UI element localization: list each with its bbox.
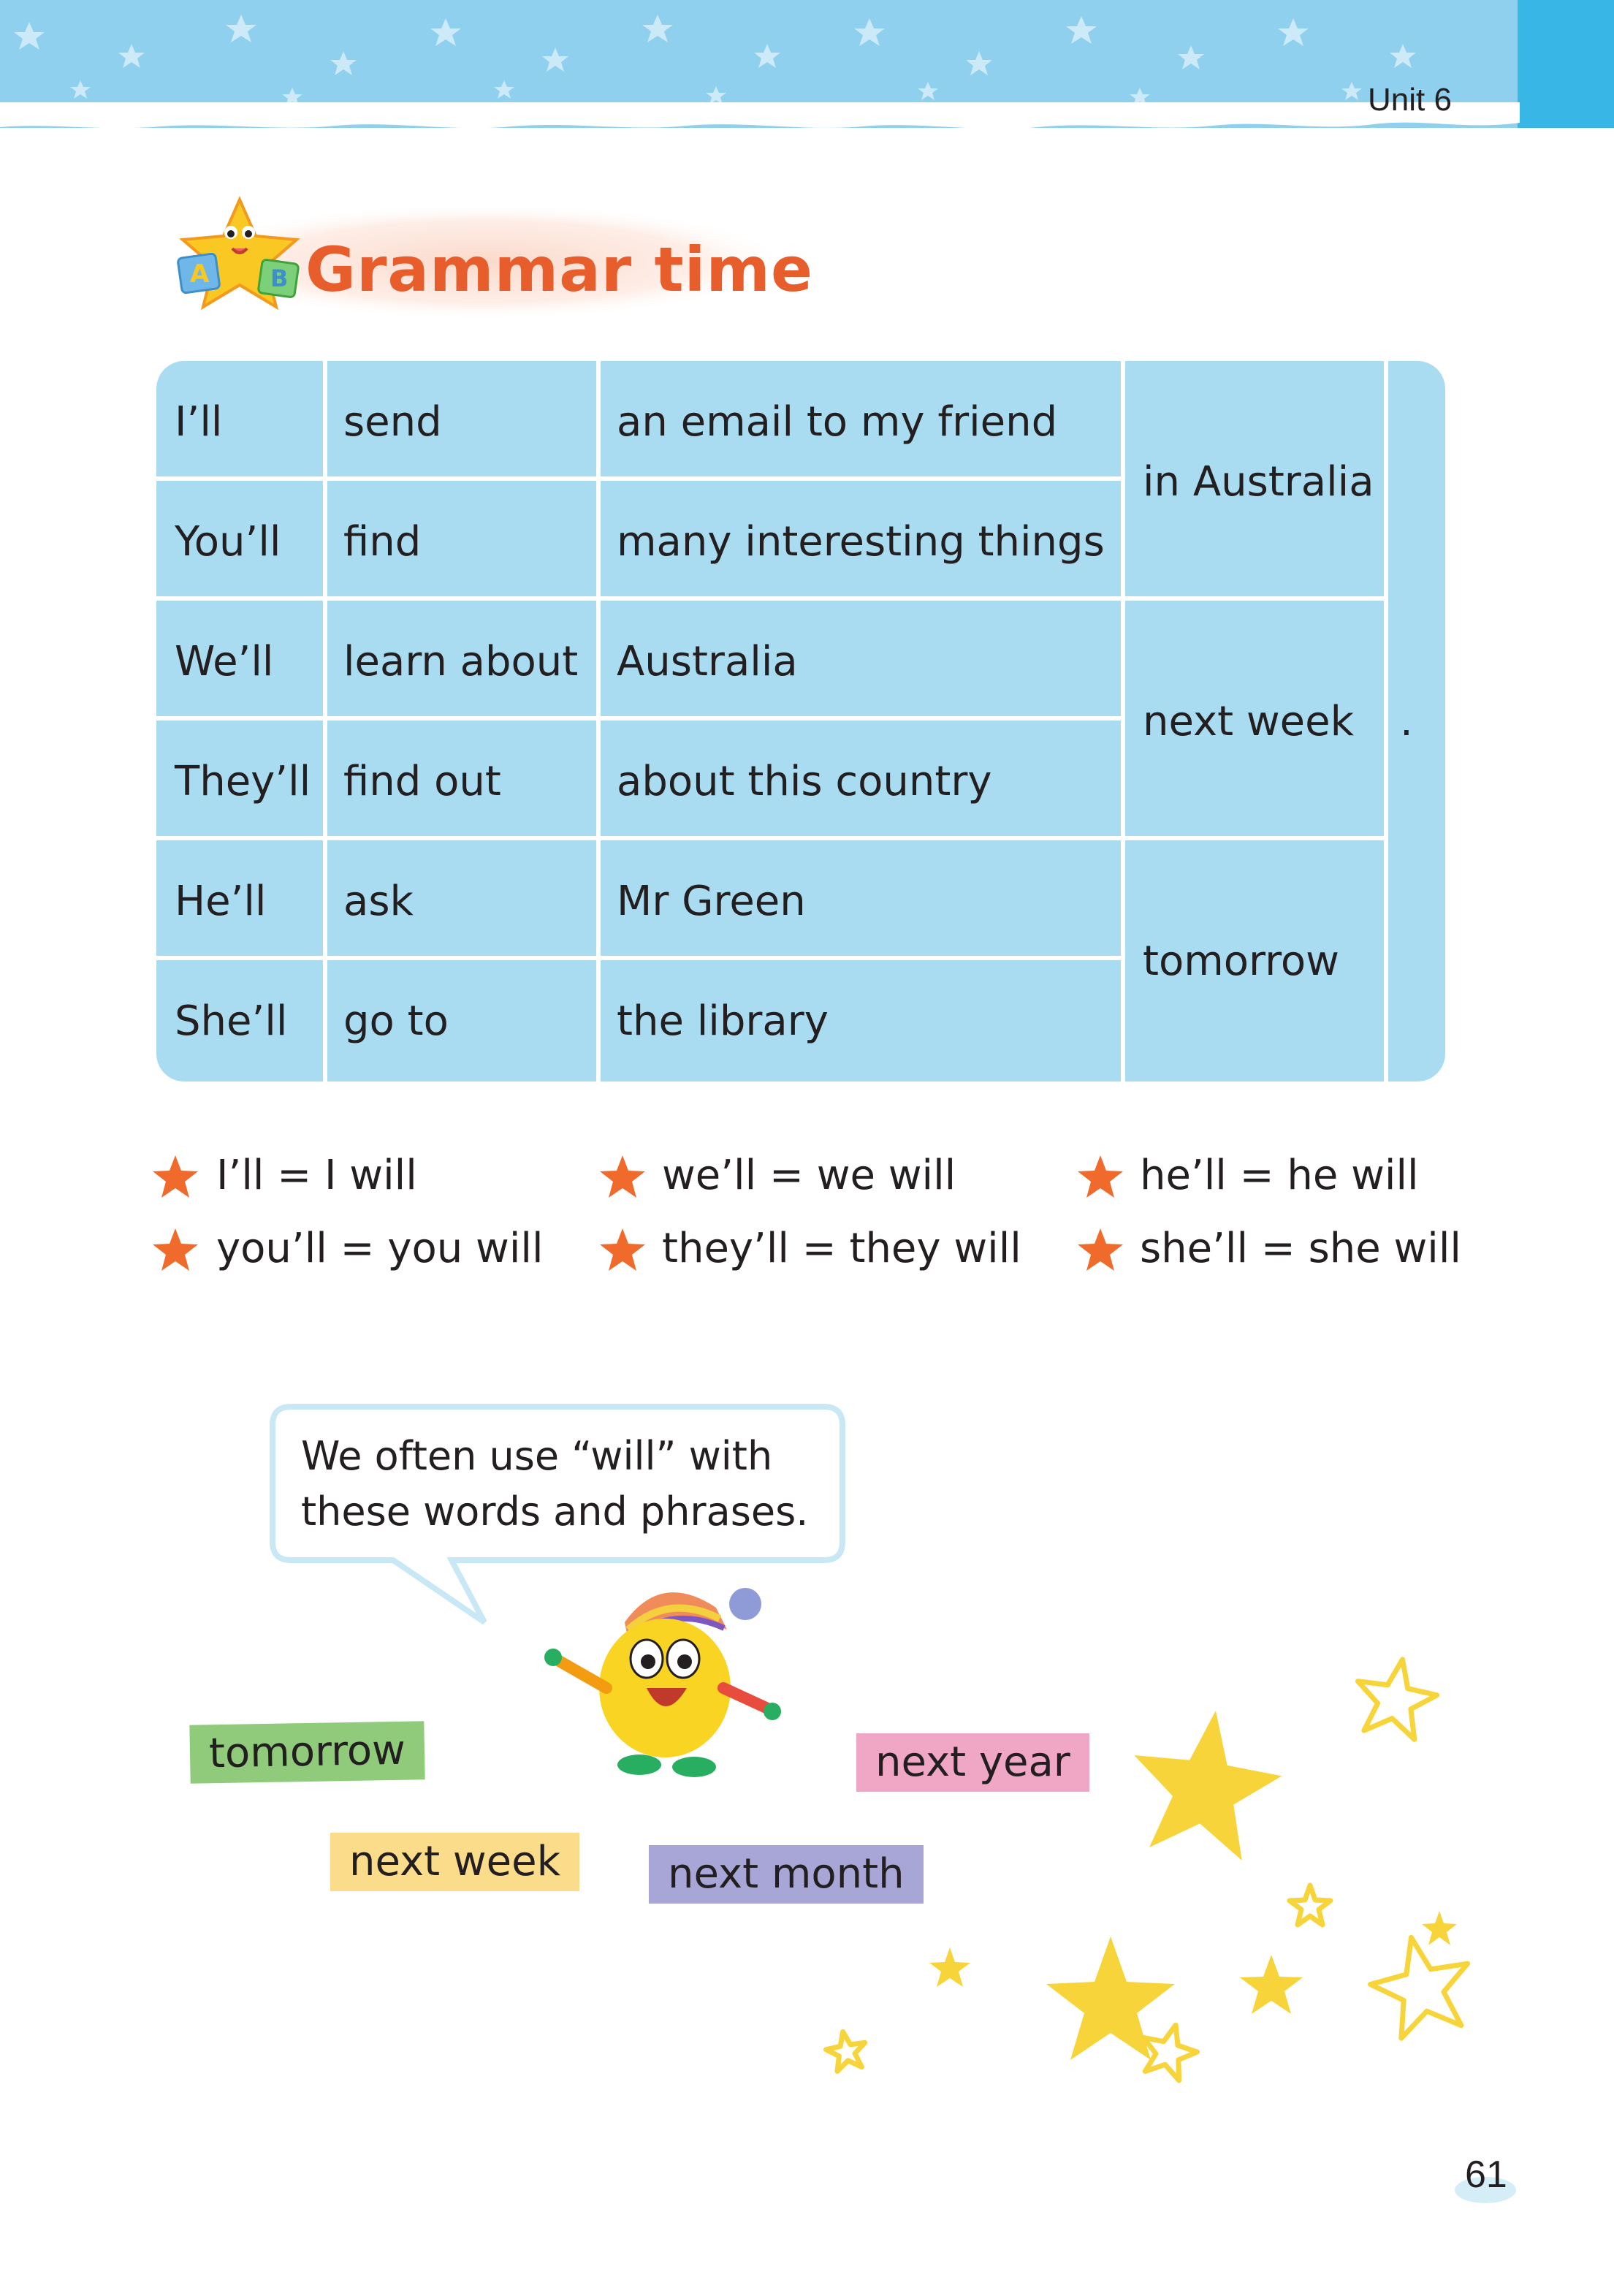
grammar-table bbox=[156, 361, 1445, 1082]
table-divider bbox=[1121, 361, 1125, 1082]
svg-text:B: B bbox=[270, 265, 289, 292]
word-tag-next-week bbox=[330, 1833, 579, 1891]
banner-torn-edge bbox=[0, 102, 1520, 146]
object-cell: about this country bbox=[617, 758, 992, 805]
orange-star-icon bbox=[599, 1154, 646, 1199]
object-cell: an email to my friend bbox=[617, 398, 1058, 446]
section-header bbox=[139, 189, 813, 320]
verb-cell: send bbox=[343, 398, 442, 446]
contraction-item: she’ll = she will bbox=[1140, 1225, 1461, 1272]
contraction-item: they’ll = they will bbox=[662, 1225, 1021, 1272]
object-cell: Mr Green bbox=[617, 878, 806, 925]
speech-bubble-text bbox=[301, 1429, 827, 1540]
subject-cell: He’ll bbox=[175, 878, 267, 925]
cartoon-character-icon bbox=[537, 1578, 785, 1798]
verb-cell: ask bbox=[343, 878, 414, 925]
table-divider bbox=[156, 956, 1121, 960]
table-divider bbox=[156, 836, 1384, 840]
contraction-item: you’ll = you will bbox=[216, 1225, 544, 1272]
verb-cell: go to bbox=[343, 997, 449, 1045]
outline-star-icon bbox=[823, 2029, 869, 2073]
table-divider bbox=[323, 361, 327, 1082]
outline-star-icon bbox=[1290, 1885, 1331, 1925]
outline-star-icon bbox=[1350, 1652, 1442, 1742]
time-phrase-cell: tomorrow bbox=[1143, 938, 1339, 985]
verb-cell: learn about bbox=[343, 638, 579, 685]
subject-cell: I’ll bbox=[175, 398, 223, 446]
section-title: Grammar time bbox=[305, 234, 813, 305]
subject-cell: We’ll bbox=[175, 638, 274, 685]
verb-cell: find bbox=[343, 518, 422, 566]
bubble-line: these words and phrases. bbox=[301, 1489, 809, 1535]
tag-label: next month bbox=[668, 1850, 905, 1898]
period-cell: . bbox=[1400, 698, 1413, 745]
table-divider bbox=[596, 361, 601, 1082]
contraction-item: we’ll = we will bbox=[662, 1152, 956, 1199]
table-divider bbox=[156, 476, 1121, 481]
subject-cell: She’ll bbox=[175, 997, 288, 1045]
star-mascot-icon bbox=[167, 196, 305, 320]
orange-star-icon bbox=[152, 1154, 199, 1199]
time-phrase-cell: in Australia bbox=[1143, 458, 1374, 506]
page-number: 61 bbox=[1465, 2154, 1507, 2196]
tag-label: tomorrow bbox=[208, 1726, 406, 1778]
object-cell: many interesting things bbox=[617, 518, 1105, 566]
orange-star-icon bbox=[599, 1227, 646, 1272]
decorative-stars bbox=[818, 1644, 1491, 2119]
yellow-star-icon bbox=[1240, 1955, 1303, 2014]
svg-text:A: A bbox=[190, 259, 210, 289]
object-cell: Australia bbox=[617, 638, 798, 685]
contraction-item: he’ll = he will bbox=[1140, 1152, 1419, 1199]
object-cell: the library bbox=[617, 997, 829, 1045]
outline-star-icon bbox=[1363, 1927, 1480, 2042]
orange-star-icon bbox=[1077, 1154, 1124, 1199]
yellow-star-icon bbox=[1122, 1700, 1290, 1864]
orange-star-icon bbox=[152, 1227, 199, 1272]
tag-label: next year bbox=[875, 1738, 1070, 1786]
subject-cell: They’ll bbox=[175, 758, 311, 805]
word-tag-tomorrow bbox=[189, 1721, 425, 1784]
table-divider bbox=[156, 596, 1384, 601]
tag-label: next week bbox=[349, 1838, 560, 1885]
verb-cell: find out bbox=[343, 758, 501, 805]
unit-label: Unit 6 bbox=[1368, 82, 1452, 118]
table-divider bbox=[156, 716, 1121, 721]
unit-tab bbox=[1518, 0, 1614, 128]
orange-star-icon bbox=[1077, 1227, 1124, 1272]
subject-cell: You’ll bbox=[175, 518, 281, 566]
bubble-line: We often use “will” with bbox=[301, 1433, 773, 1479]
time-phrase-cell: next week bbox=[1143, 698, 1354, 745]
table-divider bbox=[1384, 361, 1388, 1082]
yellow-star-icon bbox=[929, 1947, 970, 1987]
yellow-star-icon bbox=[1422, 1911, 1457, 1945]
contraction-item: I’ll = I will bbox=[216, 1152, 417, 1199]
